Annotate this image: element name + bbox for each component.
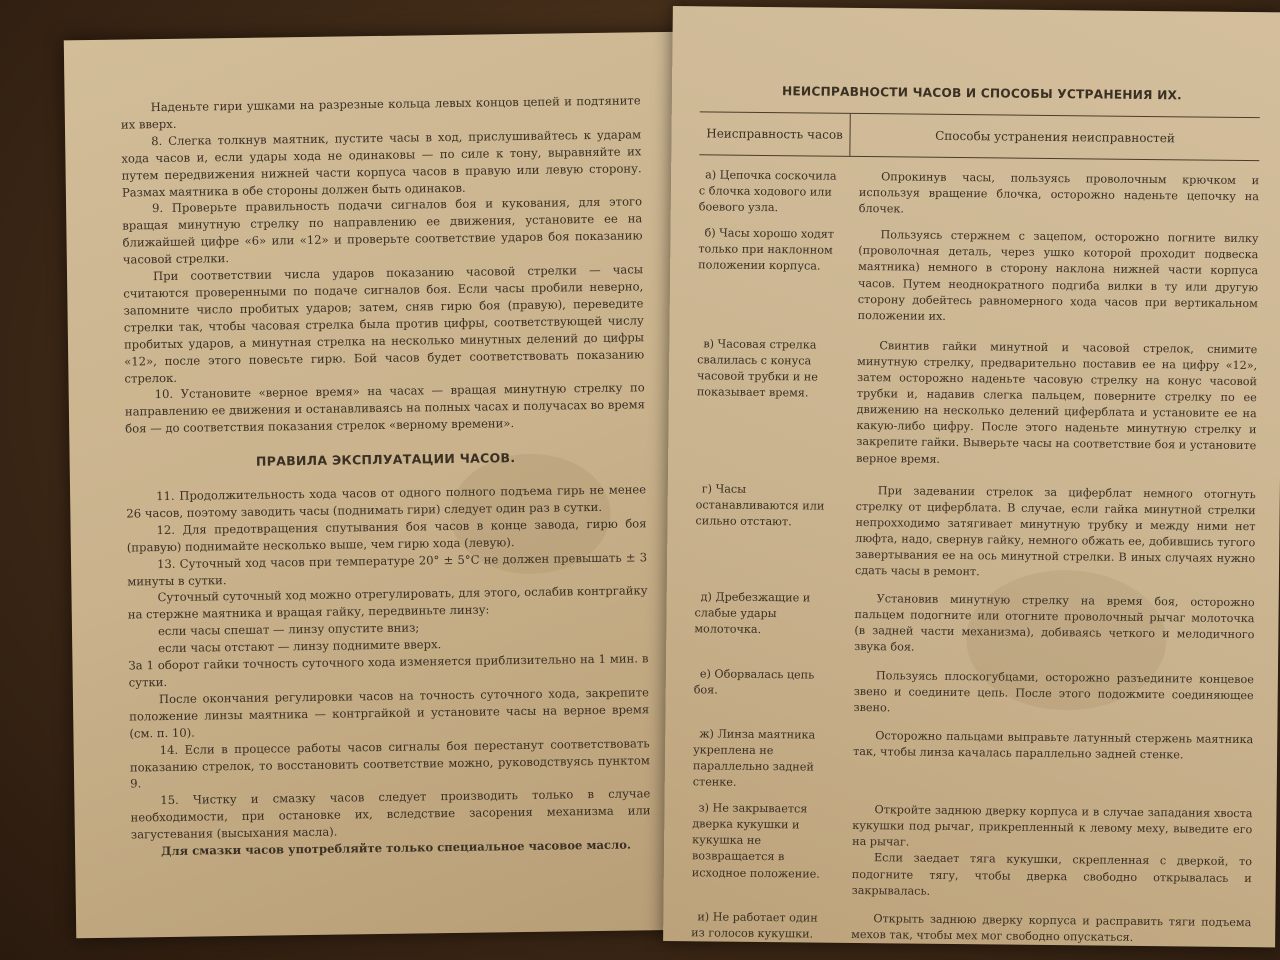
fault-cell (696, 336, 847, 466)
paragraph-step-12: 12. Для предотвращения спутывания боя часов в конце завода, гирю боя (правую) поднимайте несколько выше, чем гирю хода (левую). (126, 516, 647, 555)
fault-cell (695, 481, 846, 579)
paragraph-step-10: 10. Установите «верное время» на часах — вращая минутную стрелку по направлению ее движения и останавливаясь на полных часах и получасах во время боя — до соответствия показания стрелок «верному времени». (124, 380, 646, 436)
fix-text: При задевании стрелок за циферблат немного отогнуть стрелку от циферблата. В случае, если гайка минутной стрелки непрохходимо затягивает минутную трубку и между ними нет люфта, надо, свернув гайку, немного обжать ее, добившись тугого завертывания ее на ось минутной стрелки. В иных случаях нужно сдать часы в ремонт. (854, 483, 1256, 579)
table-row (698, 226, 1259, 328)
paragraph-step-14: 14. Если в процессе работы часов сигналы боя перестанут соответствовать показанию стрелок, то восстановить соответствие можно, руководствуясь пунктом 9. (129, 735, 650, 791)
fix-text: Если заедает тяга кукушки, скрепленная с дверкой, то подогните тягу, чтобы дверка свободно открывалась и закрывалась. (851, 851, 1253, 898)
fix-text: Пользуясь плоскогубцами, осторожно разъедините концевое звено и соедините цепь. После этого подожмите соединяющее звено. (853, 668, 1254, 715)
table-row (699, 167, 1259, 221)
paragraph-step-11: 11. Продолжительность хода часов от одного полного подъема гирь не менее 26 часов, поэтому заводить часы (поднимать гири) следует один раз в сутки. (126, 482, 647, 521)
header-fix: Способы устранения неисправностей (935, 128, 1175, 146)
fix-cell (842, 802, 1253, 903)
table-row (695, 481, 1256, 583)
fix-cell (841, 911, 1251, 947)
table-row (696, 336, 1257, 471)
table-header (699, 111, 1259, 161)
table-row (694, 589, 1255, 659)
left-page-text (121, 92, 652, 860)
table-row (692, 800, 1253, 902)
right-page (663, 6, 1280, 947)
table-row (693, 666, 1253, 720)
fault-cell (694, 589, 845, 655)
paragraph-after-regulation: После окончания регулировки часов на точность суточного хода, закрепите положение линзы маятника — контргайкой и установите часы на верное время (см. п. 10). (129, 685, 650, 741)
fix-text: Откройте заднюю дверку корпуса и в случае западания хвоста кукушки под рычаг, прикрепленный к левому меху, выведите его на рычаг. (852, 803, 1253, 849)
fault-text: б) Часы хорошо ходят только при наклонном положении корпуса. (698, 226, 835, 274)
paragraph-chime-check: При соответствии числа ударов показанию часовой стрелки — часы считаются проверенными по подаче сигналов боя. Если часы пробили неверно, запомните число пробитых ударов; затем, сняв гирю боя (правую), переведите стрелки так, чтобы часовая стрелка была против цифры, соответствующей числу пробитых ударов, а минутная стрелка на несколько минутных делений до цифры «12», после этого повесьте гирю. Бой часов будет соответствовать показанию стрелок. (123, 262, 645, 386)
section-title-operation-rules: ПРАВИЛА ЭКСПЛУАТАЦИИ ЧАСОВ. (255, 450, 516, 469)
fix-cell (849, 169, 1259, 222)
fix-cell (848, 227, 1259, 328)
fault-text: и) Не работает один из голосов кукушки. (691, 910, 818, 941)
paragraph-step-8: 8. Слегка толкнув маятник, пустите часы в ход, прислушивайтесь к ударам хода часов и, если удары хода не одинаковы — по силе к тону, выравняйте их путем передвижения нижней части корпуса часов в правую или левую сторону. Размах маятника в обе стороны должен быть одинаков. (121, 127, 642, 200)
faults-title: НЕИСПРАВНОСТИ ЧАСОВ И СПОСОБЫ УСТРАНЕНИЯ ИХ. (781, 84, 1183, 103)
fix-cell (846, 338, 1257, 471)
fix-cell (843, 667, 1253, 720)
fault-cell (691, 909, 841, 943)
fault-cell (693, 726, 844, 792)
paragraph-slow: если часы отстают — линзу поднимите вверх. (158, 637, 442, 656)
fault-cell (698, 226, 849, 324)
faults-table (691, 111, 1260, 947)
paragraph-oil-note: Для смазки часов употребляйте только специальное часовое масло. (160, 837, 632, 859)
fix-text: Установив минутную стрелку на время боя, осторожно пальцем подогните или отогните проволочный рычаг молоточка (в задней части механизма), добиваясь четкого и мелодичного звука боя. (854, 592, 1255, 655)
paragraph-nut-turn: За 1 оборот гайки точность суточного хода изменяется приблизительно на 1 мин. в сутки. (128, 651, 649, 690)
paragraph-weights: Наденьте гири ушками на разрезные кольца левых концов цепей и подтяните их вверх. (120, 93, 641, 132)
paragraph-regulation: Суточный суточный ход можно отрегулировать, для этого, ослабив контргайку на стержне маятника и вращая гайку, передвиньте линзу: (127, 583, 648, 622)
paragraph-step-9: 9. Проверьте правильность подачи сигналов боя и кукования, для этого вращая минутную стрелку по направлению ее движения, установите ее на ближайшей цифре «6» или «12» и проверьте соответствие ударов боя показанию часовой стрелки. (122, 194, 643, 267)
fix-cell (845, 482, 1256, 583)
paragraph-step-13: 13. Суточный ход часов при температуре 20° ± 5°С не должен превышать ± 3 минуты в сутки. (127, 549, 648, 589)
paragraph-step-15: 15. Чистку и смазку часов следует производить только в случае необходимости, при остановке их, вследствие засорения механизма или загустевания (высыхания масла). (130, 786, 651, 842)
fix-text: Пользуясь стержнем с зацепом, осторожно погните вилку (проволочная деталь, через ушко которой проходит подвеска маятника) немного в сторону наклона нижней части корпуса часов. Путем неоднократного подгиба вилки в ту или другую сторону добейтесь равномерного хода часов при вертикальном положении их. (857, 228, 1259, 323)
fault-text: ж) Линза маятника укреплена не параллельно задней стенке. (692, 727, 816, 789)
fault-text: в) Часовая стрелка свалилась с конуса часовой трубки и не показывает время. (696, 337, 818, 400)
fix-text: Опрокинув часы, пользуясь проволочным крючком и используя вращение блочка, осторожно наденьте цепочку на блочек. (858, 170, 1260, 216)
fault-text: е) Оборвалась цепь боя. (693, 666, 815, 697)
fault-text: а) Цепочка соскочила с блочка ходового или боевого узла. (698, 168, 837, 215)
table-row (691, 909, 1251, 947)
fix-cell (844, 591, 1255, 660)
header-fault: Неисправность часов (699, 112, 850, 156)
fault-text: д) Дребезжащие и слабые удары молоточка. (694, 590, 811, 637)
table-row (693, 726, 1254, 796)
fix-cell (843, 728, 1254, 797)
fault-cell (693, 666, 843, 716)
fix-text: Осторожно пальцами выправьте латунный стержень маятника так, чтобы линза качалась параллельно задней стенке. (853, 728, 1254, 762)
fault-cell (692, 800, 843, 898)
fix-text: Свинтив гайки минутной и часовой стрелок, снимите минутную стрелку, предварительно поставив ее на цифру «12», затем осторожно наденьте часовую стрелку на конус часовой трубки и, надавив слегка пальцем, поверните стрелку по ее движению на несколько делений циферблата и установите ее на какую-либо цифру. После этого наденьте минутную стрелку и закрепите гайки. Выверьте часы на соответствие боя и установите верное время. (856, 339, 1258, 466)
fault-text: г) Часы останавливаются или сильно отстают. (695, 481, 825, 529)
paragraph-fast: если часы спешат — линзу опустите вниз; (157, 620, 420, 639)
left-page (64, 32, 696, 939)
fault-text: з) Не закрывается дверка кукушки и кукушка не возвращается в исходное положение. (691, 801, 820, 881)
fix-text: Открыть заднюю дверку корпуса и расправить тяги подъема мехов так, чтобы мех мог свободно опускаться. (851, 911, 1252, 944)
fault-cell (699, 167, 849, 217)
